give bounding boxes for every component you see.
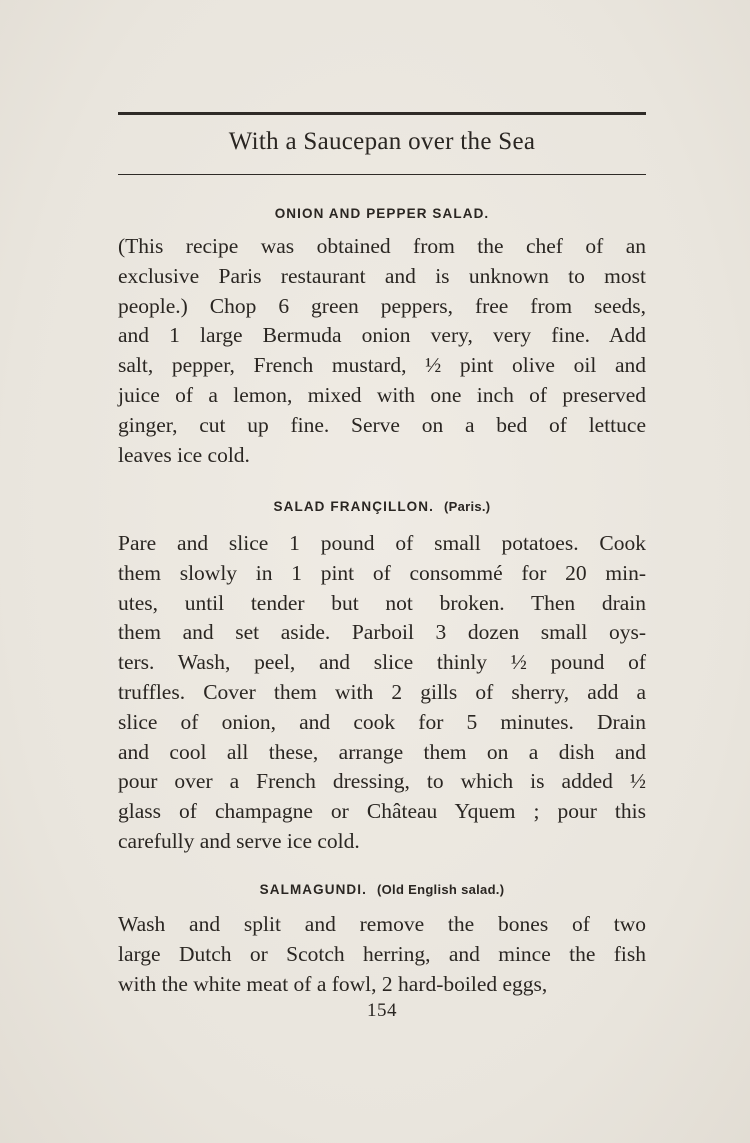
text-line: (This recipe was obtained from the chef of an — [118, 234, 646, 258]
text-line: and cool all these, arrange them on a dish and — [118, 739, 646, 764]
text-line: slice of onion, and cook for 5 minutes. Drain — [118, 709, 646, 734]
text-line: juice of a lemon, mixed with one inch of preserved — [118, 382, 646, 407]
text-line: exclusive Paris restaurant and is unknown to most — [118, 263, 646, 288]
text-line: people.) Chop 6 green peppers, free from seeds, — [118, 293, 646, 318]
header-rule-top — [118, 112, 646, 115]
text-line: Pare and slice 1 pound of small potatoes. Cook — [118, 531, 646, 555]
text-line: pour over a French dressing, to which is added ½ — [118, 769, 646, 794]
section-body-salad-francillon — [118, 529, 646, 857]
heading-title: SALAD FRANÇILLON. — [273, 499, 434, 514]
text-line: them and set aside. Parboil 3 dozen small oys- — [118, 620, 646, 645]
header-rule-bottom — [118, 174, 646, 175]
running-head: With a Saucepan over the Sea — [228, 128, 536, 155]
text-line: them slowly in 1 pint of consommé for 20 min- — [118, 560, 646, 585]
heading-title: ONION AND PEPPER SALAD. — [274, 206, 490, 221]
text-line: truffles. Cover them with 2 gills of sherry, add a — [118, 679, 646, 704]
text-line: and 1 large Bermuda onion very, very fine. Add — [118, 323, 646, 348]
text-line: Wash and split and remove the bones of two — [118, 912, 646, 936]
section-heading-salmagundi — [118, 882, 646, 897]
section-body-salmagundi — [118, 910, 646, 999]
text-line: ters. Wash, peel, and slice thinly ½ pound of — [118, 650, 646, 675]
text-line: glass of champagne or Château Yquem ; pour this — [118, 799, 646, 824]
section-body-onion-pepper-salad — [118, 232, 646, 470]
heading-title: SALMAGUNDI. — [259, 882, 367, 897]
page-number: 154 — [367, 1000, 397, 1021]
text-line: leaves ice cold. — [118, 442, 250, 467]
section-heading-salad-francillon — [118, 499, 646, 514]
heading-subtitle: (Paris.) — [443, 499, 491, 514]
text-line: utes, until tender but not broken. Then drain — [118, 590, 646, 615]
heading-subtitle: (Old English salad.) — [377, 882, 505, 897]
text-line: ginger, cut up fine. Serve on a bed of lettuce — [118, 412, 646, 437]
text-line: large Dutch or Scotch herring, and mince the fish — [118, 941, 646, 966]
text-line: with the white meat of a fowl, 2 hard-boiled eggs, — [118, 971, 548, 996]
text-line: salt, pepper, French mustard, ½ pint olive oil and — [118, 353, 646, 378]
section-heading-onion-pepper-salad — [118, 206, 646, 221]
text-line: carefully and serve ice cold. — [118, 828, 360, 853]
